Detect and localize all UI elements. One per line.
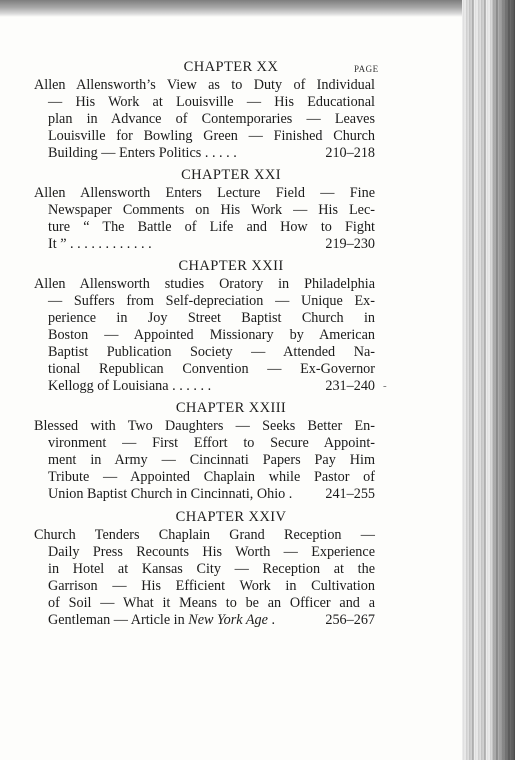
entry-last-line xyxy=(48,236,375,254)
entry-line: vironment — First Effort to Secure Appoint- xyxy=(48,435,375,451)
entry-line: Baptist Publication Society — Attended Na- xyxy=(48,344,375,360)
page-range: 210–218 xyxy=(325,145,375,161)
entry-line: Tribute — Appointed Chaplain while Pastor of xyxy=(48,469,375,485)
page-column-label: PAGE xyxy=(354,64,379,74)
chapter-heading: CHAPTER XXI xyxy=(181,167,281,183)
entry-line-text: Gentleman — Article in New York Age . xyxy=(48,612,275,628)
newspaper-title: New York Age xyxy=(188,612,268,628)
chapter-heading: CHAPTER XXIV xyxy=(175,509,287,525)
entry-line: tional Republican Convention — Ex-Governor xyxy=(48,361,375,377)
chapter-heading: CHAPTER XXIII xyxy=(175,400,287,416)
entry-line-text: It ” . . . . . . . . . . . . xyxy=(48,236,152,252)
stray-print-mark: - xyxy=(383,380,387,392)
entry-line: Daily Press Recounts His Worth — Experience xyxy=(48,544,375,560)
chapter-heading: CHAPTER XXII xyxy=(178,258,284,274)
entry-line-text: Kellogg of Louisiana . . . . . . xyxy=(48,378,212,394)
chapter-heading: CHAPTER XX xyxy=(183,59,279,75)
entry-line: Allen Allensworth studies Oratory in Philadelphia xyxy=(34,276,375,292)
entry-last-line xyxy=(48,612,375,630)
book-gutter-shadow xyxy=(492,0,515,760)
entry-line: ment in Army — Cincinnati Papers Pay Him xyxy=(48,452,375,468)
entry-line-text: Building — Enters Politics . . . . . xyxy=(48,145,237,161)
entry-line: ture “ The Battle of Life and How to Fight xyxy=(48,219,375,235)
page-range: 256–267 xyxy=(325,612,375,628)
entry-line: Garrison — His Efficient Work in Cultivation xyxy=(48,578,375,594)
entry-line: plan in Advance of Contemporaries — Leaves xyxy=(48,111,375,127)
page-range: 231–240 xyxy=(325,378,375,394)
entry-line: Blessed with Two Daughters — Seeks Better En- xyxy=(34,418,375,434)
entry-line: Newspaper Comments on His Work — His Lec- xyxy=(48,202,375,218)
entry-line: in Hotel at Kansas City — Reception at the xyxy=(48,561,375,577)
entry-last-line xyxy=(48,378,375,396)
entry-line: of Soil — What it Means to be an Officer and a xyxy=(48,595,375,611)
entry-last-line xyxy=(48,145,375,163)
entry-line: Louisville for Bowling Green — Finished Church xyxy=(48,128,375,144)
page-range: 219–230 xyxy=(325,236,375,252)
entry-line-text: Union Baptist Church in Cincinnati, Ohio . xyxy=(48,486,293,502)
entry-line: Allen Allensworth Enters Lecture Field — Fine xyxy=(34,185,375,201)
entry-line: Boston — Appointed Missionary by American xyxy=(48,327,375,343)
entry-last-line xyxy=(48,486,375,504)
page-range: 241–255 xyxy=(325,486,375,502)
entry-line: Church Tenders Chaplain Grand Reception — xyxy=(34,527,375,543)
entry-line: perience in Joy Street Baptist Church in xyxy=(48,310,375,326)
entry-line: Allen Allensworth’s View as to Duty of Individual xyxy=(34,77,375,93)
entry-line: — Suffers from Self-depreciation — Unique Ex- xyxy=(48,293,375,309)
entry-line: — His Work at Louisville — His Educational xyxy=(48,94,375,110)
